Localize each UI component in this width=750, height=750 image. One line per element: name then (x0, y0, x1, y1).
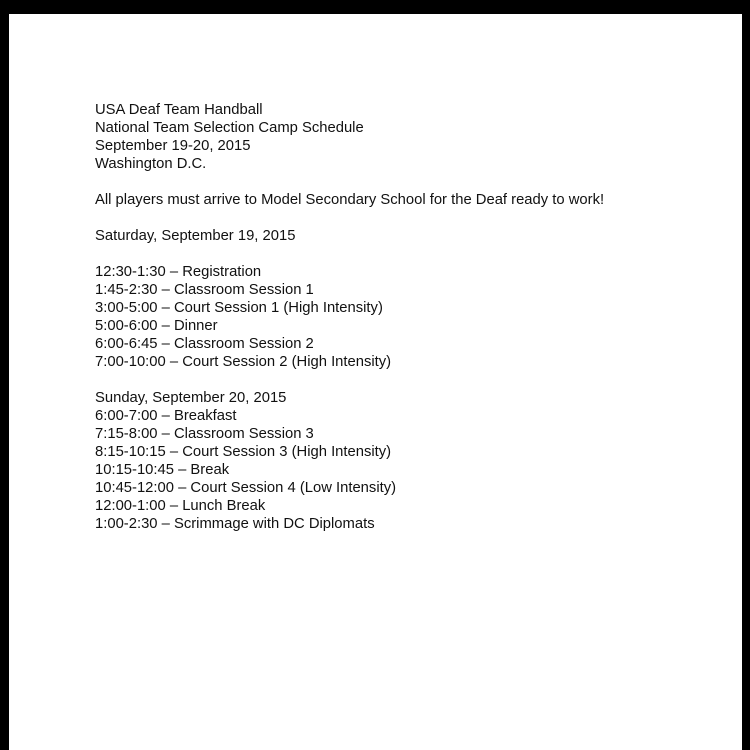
schedule-item: 8:15-10:15 – Court Session 3 (High Intensity) (95, 444, 392, 460)
sunday-heading: Sunday, September 20, 2015 (95, 390, 287, 406)
spacer (95, 245, 604, 263)
document-page (9, 14, 742, 750)
document-subtitle: National Team Selection Camp Schedule (95, 120, 364, 136)
saturday-heading: Saturday, September 19, 2015 (95, 228, 296, 244)
arrival-notice: All players must arrive to Model Secondary School for the Deaf ready to work! (95, 192, 605, 208)
schedule-item: 6:00-7:00 – Breakfast (95, 408, 237, 424)
sunday-schedule-list (95, 407, 604, 533)
schedule-item: 6:00-6:45 – Classroom Session 2 (95, 336, 314, 352)
schedule-item: 1:00-2:30 – Scrimmage with DC Diplomats (95, 516, 375, 532)
spacer (95, 209, 604, 227)
schedule-item: 12:30-1:30 – Registration (95, 264, 262, 280)
schedule-item: 7:15-8:00 – Classroom Session 3 (95, 426, 314, 442)
document-title: USA Deaf Team Handball (95, 102, 263, 118)
schedule-item: 10:45-12:00 – Court Session 4 (Low Intensity) (95, 480, 397, 496)
event-location: Washington D.C. (95, 156, 207, 172)
schedule-item: 10:15-10:45 – Break (95, 462, 230, 478)
schedule-item: 3:00-5:00 – Court Session 1 (High Intensity) (95, 300, 383, 316)
schedule-item: 12:00-1:00 – Lunch Break (95, 498, 266, 514)
saturday-schedule-list (95, 263, 604, 371)
schedule-item: 7:00-10:00 – Court Session 2 (High Intensity) (95, 354, 392, 370)
schedule-item: 5:00-6:00 – Dinner (95, 318, 218, 334)
schedule-item: 1:45-2:30 – Classroom Session 1 (95, 282, 314, 298)
spacer (95, 371, 604, 389)
spacer (95, 173, 604, 191)
document-body (95, 101, 604, 533)
event-dates: September 19-20, 2015 (95, 138, 251, 154)
